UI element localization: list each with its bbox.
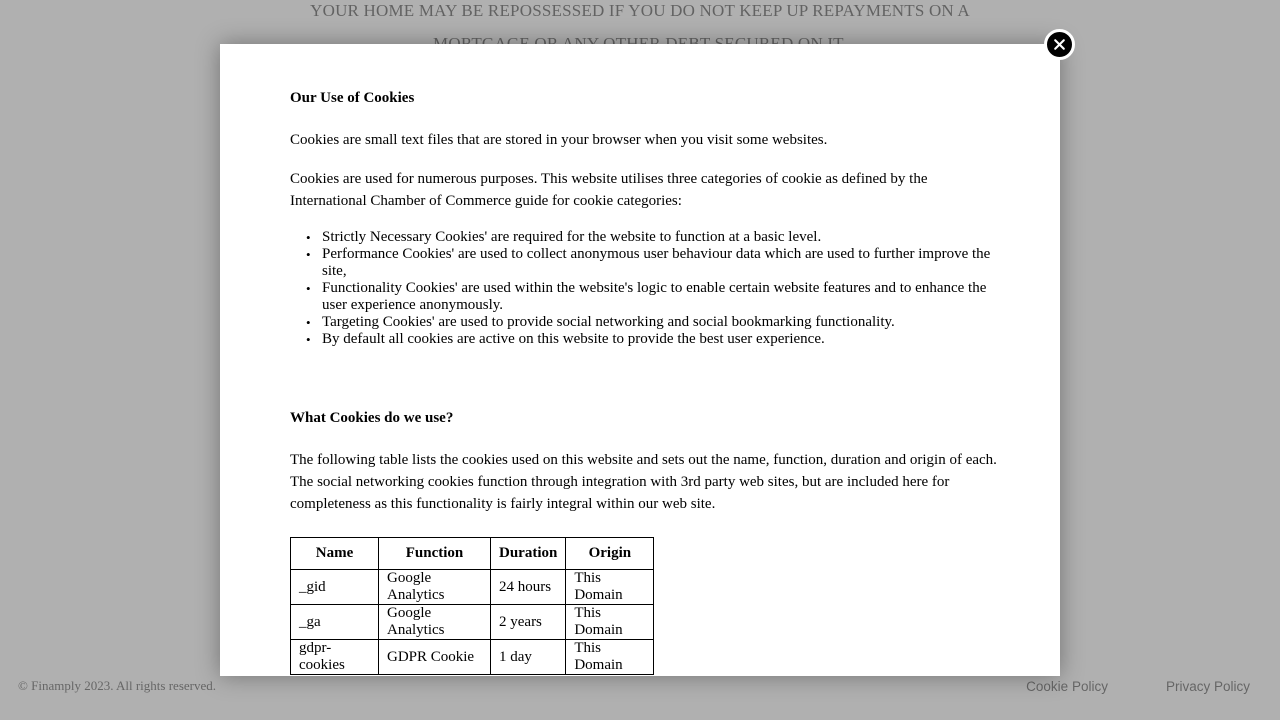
paragraph-cookie-table-intro: The following table lists the cookies used on this website and sets out the name, function, duration and origin of each. The social networking cookies function through integration with 3rd party web sites, but are included here for completeness as this functionality is fairly integral within our web site. — [290, 452, 997, 512]
table-row — [291, 570, 654, 605]
section-heading-what-cookies-do-we-use: What Cookies do we use? — [290, 410, 454, 426]
cell-name: gdpr-cookies — [291, 640, 379, 675]
list-item: • Strictly Necessary Cookies' are required for the website to function at a basic level. — [306, 229, 1000, 246]
table-row — [291, 640, 654, 675]
table-column-header-name: Name — [291, 538, 379, 570]
paragraph-cookie-categories-intro: Cookies are used for numerous purposes. This website utilises three categories of cookie as defined by the International Chamber of Commerce guide for cookie categories: — [290, 171, 928, 209]
table-header-row — [291, 538, 654, 570]
paragraph-cookies-definition: Cookies are small text files that are stored in your browser when you visit some websites. — [290, 132, 828, 148]
close-icon — [1053, 38, 1066, 51]
section-heading-our-use-of-cookies: Our Use of Cookies — [290, 90, 415, 106]
cell-duration: 2 years — [491, 605, 566, 640]
table-column-header-duration: Duration — [491, 538, 566, 570]
cell-name: _gid — [291, 570, 379, 605]
cell-origin: This Domain — [566, 570, 654, 605]
list-item: • Targeting Cookies' are used to provide social networking and social bookmarking functionality. — [306, 314, 1000, 331]
list-item: • By default all cookies are active on this website to provide the best user experience. — [306, 331, 1000, 348]
cell-origin: This Domain — [566, 640, 654, 675]
cell-duration: 24 hours — [491, 570, 566, 605]
list-item: • Functionality Cookies' are used within the website's logic to enable certain website features and to enhance the user experience anonymously. — [306, 280, 1000, 314]
cell-function: GDPR Cookie — [379, 640, 491, 675]
table-row — [291, 605, 654, 640]
cell-origin: This Domain — [566, 605, 654, 640]
cell-function: Google Analytics — [379, 570, 491, 605]
list-item: • Performance Cookies' are used to collect anonymous user behaviour data which are used to further improve the site, — [306, 246, 1000, 280]
cookie-table — [290, 537, 654, 675]
section-spacer — [290, 348, 1000, 410]
modal-body — [220, 44, 1060, 675]
cookie-category-list — [290, 229, 1000, 348]
modal-close-button[interactable] — [1044, 29, 1075, 60]
table-column-header-origin: Origin — [566, 538, 654, 570]
cookie-policy-modal — [220, 44, 1060, 676]
cell-name: _ga — [291, 605, 379, 640]
cell-duration: 1 day — [491, 640, 566, 675]
table-column-header-function: Function — [379, 538, 491, 570]
cell-function: Google Analytics — [379, 605, 491, 640]
